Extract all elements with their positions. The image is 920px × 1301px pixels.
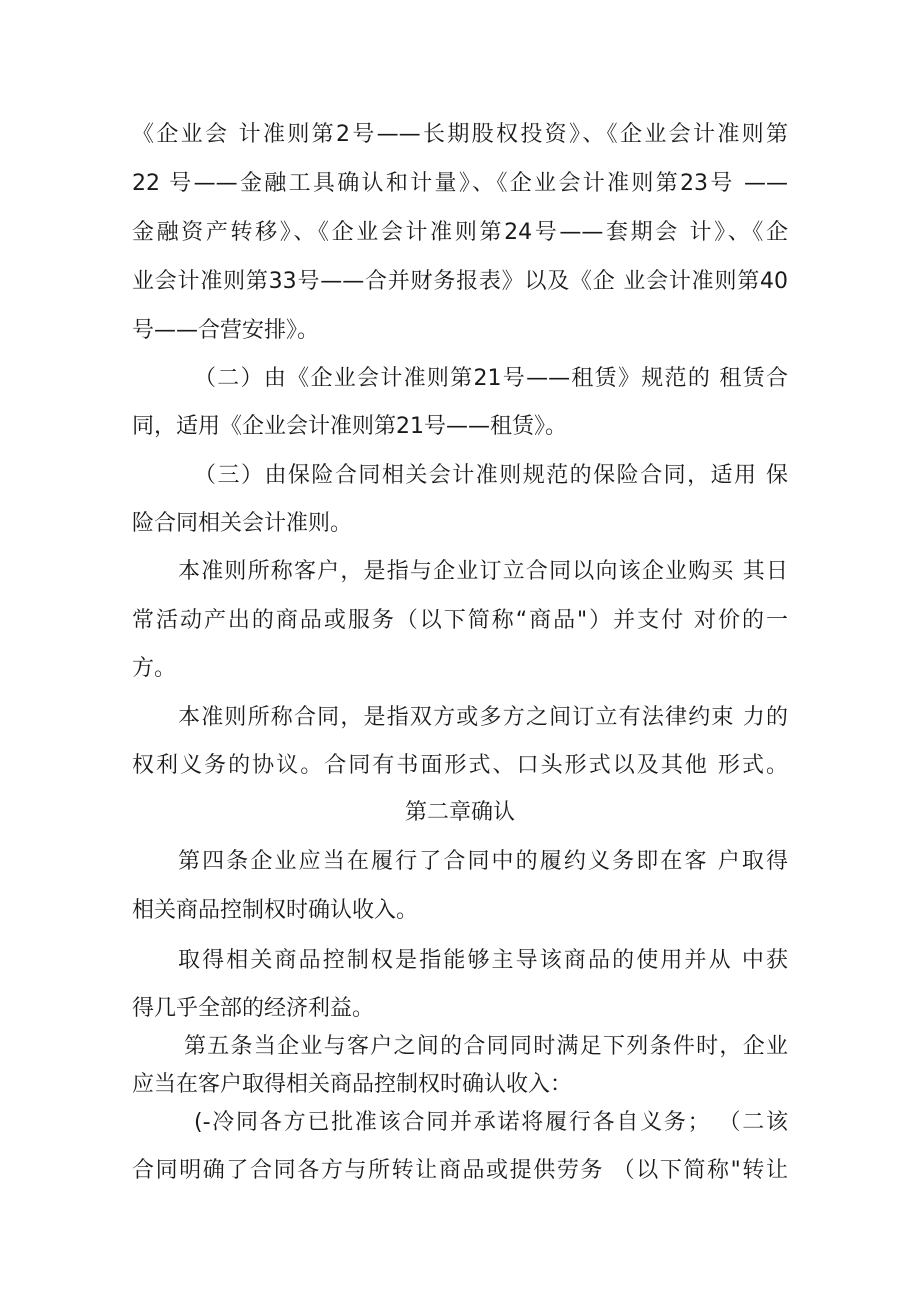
text-line: 业会计准则第33号——合并财务报表》以及《企 业会计准则第40 xyxy=(132,269,788,294)
text-line: 第五条当企业与客户之间的合同同时满足下列条件时，企业 xyxy=(184,1034,788,1059)
text-line: 本准则所称合同，是指双方或多方之间订立有法律约束 力的 xyxy=(178,705,788,730)
text-line: （三）由保险合同相关会计准则规范的保险合同，适用 保 xyxy=(194,463,788,488)
text-line: (-冷同各方已批准该合同并承诺将履行各自义务； （二该 xyxy=(194,1110,788,1135)
text-line: 同，适用《企业会计准则第21号——租赁》。 xyxy=(132,414,567,439)
text-line: 《企业会 计准则第2号——长期股权投资》、《企业会计准则第 xyxy=(132,122,788,147)
text-line: 相关商品控制权时确认收入。 xyxy=(132,898,419,923)
text-line: 得几乎全部的经济利益。 xyxy=(132,996,375,1021)
chapter-heading: 第二章确认 xyxy=(404,800,515,825)
text-line: （二）由《企业会计准则第21号——租赁》规范的 租赁合 xyxy=(194,366,788,391)
text-line: 应当在客户取得相关商品控制权时确认收入： xyxy=(132,1072,573,1097)
text-line: 方。 xyxy=(132,656,177,681)
text-line: 22 号——金融工具确认和计量》、《企业会计准则第23号 —— xyxy=(132,171,788,196)
text-line: 常活动产出的商品或服务（以下简称“商品"）并支付 对价的一 xyxy=(132,608,788,633)
text-line: 合同明确了合同各方与所转让商品或提供劳务 （以下简称"转让 xyxy=(132,1158,788,1183)
text-line: 金融资产转移》、《企业会计准则第24号——套期会 计》、《企 xyxy=(132,220,788,245)
text-line: 权利义务的协议。合同有书面形式、口头形式以及其他 形式。 xyxy=(132,753,788,778)
text-line: 第四条企业应当在履行了合同中的履约义务即在客 户取得 xyxy=(178,849,788,874)
text-line: 取得相关商品控制权是指能够主导该商品的使用并从 中获 xyxy=(178,948,788,973)
text-line: 险合同相关会计准则。 xyxy=(132,511,353,536)
text-line: 号——合营安排》。 xyxy=(132,318,320,343)
text-line: 本准则所称客户，是指与企业订立合同以向该企业购买 其日 xyxy=(178,559,788,584)
